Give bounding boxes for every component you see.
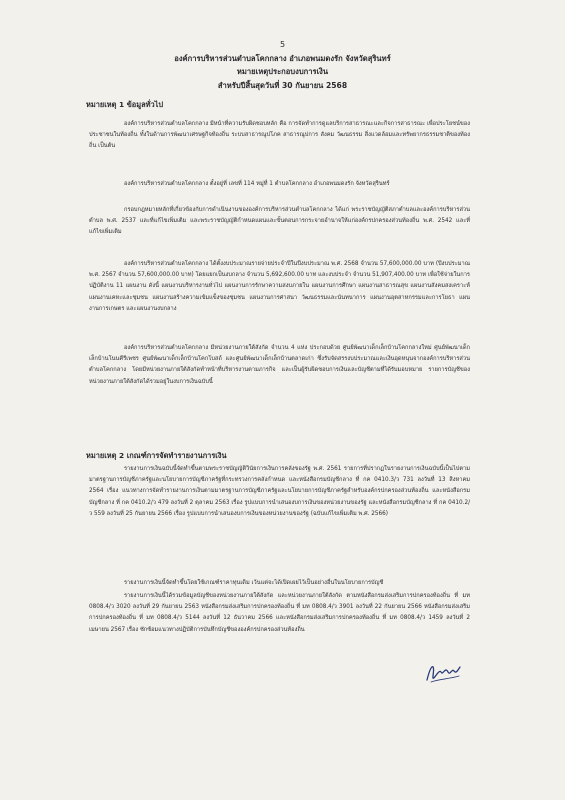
- note1-paragraph-subunits: องค์การบริหารส่วนตำบลโคกกลาง มีหน่วยงานภายใต้สังกัด จำนวน 4 แห่ง ประกอบด้วย ศูนย์พัฒนาเด็กเล็กบ้านโคกกลางใหม่ ศูนย์พัฒนาเด็กเล็กบ้านโนนคีรีเพชร ศูนย์พัฒนาเด็กเล็กบ้านโคกโบสถ์ และศูนย์พัฒนาเด็กเล็กบ้านตลาดเก่า ซึ่งรับจัดสรรงบประมาณและเงินอุดหนุนจากองค์การบริหารส่วนตำบลโคกกลาง โดยมีหน่วยงานภายใต้สังกัดทำหน้าที่บริหารงานตามภารกิจ และเป็นผู้รับผิดชอบการเงินและบัญชีตามที่ได้รับมอบหมาย รายการบัญชีของหน่วยงานภายใต้สังกัดได้รวมอยู่ในงบการเงินฉบับนี้: [89, 345, 470, 385]
- note1-paragraph-duties: องค์การบริหารส่วนตำบลโคกกลาง มีหน้าที่ความรับผิดชอบหลัก คือ การจัดทำการดูแลบริการสาธารณะและกิจการสาธารณะ เพื่อประโยชน์ของประชาชนในท้องถิ่น ทั้งในด้านการพัฒนาเศรษฐกิจท้องถิ่น ระบบสาธารณูปโภค สาธารณูปการ สังคม วัฒนธรรม สิ่งแวดล้อมและทรัพยากรธรรมชาติของท้องถิ่น เป็นต้น: [89, 121, 470, 150]
- note1-heading: หมายเหตุ 1 ข้อมูลทั่วไป: [86, 100, 164, 109]
- note1-paragraph-budget: องค์การบริหารส่วนตำบลโคกกลาง ได้ตั้งงบประมาณรายจ่ายประจำปีในปีงบประมาณ พ.ศ. 2568 จำนวน 57,600,000.00 บาท (ปีงบประมาณ พ.ศ. 2567 จำนวน 57,600,000.00 บาท) โดยแยกเป็นงบกลาง จำนวน 5,692,600.00 บาท และงบประจำ จำนวน 51,907,400.00 บาท เพื่อใช้จ่ายในการปฏิบัติงาน 11 แผนงาน ดังนี้ แผนงานบริหารงานทั่วไป แผนงานการรักษาความสงบภายใน แผนงานการศึกษา แผนงานสาธารณสุข แผนงานสังคมสงเคราะห์ แผนงานเคหะและชุมชน แผนงานสร้างความเข้มแข็งของชุมชน แผนงานการศาสนา วัฒนธรรมและนันทนาการ แผนงานอุตสาหกรรมและการโยธา แผนงานการเกษตร และแผนงานงบกลาง: [89, 261, 470, 312]
- note2-paragraph-historical-cost: รายงานการเงินนี้จัดทำขึ้นโดยใช้เกณฑ์ราคาทุนเดิม เว้นแต่จะได้เปิดเผยไว้เป็นอย่างอื่นในนโยบายการบัญชี: [124, 580, 384, 586]
- note2-heading: หมายเหตุ 2 เกณฑ์การจัดทำรายงานการเงิน: [86, 451, 227, 460]
- header-organization: องค์การบริหารส่วนตำบลโคกกลาง อำเภอพนมดงรัก จังหวัดสุรินทร์: [174, 54, 391, 63]
- page-number: 5: [279, 40, 286, 49]
- note2-paragraph-basis: รายงานการเงินฉบับนี้จัดทำขึ้นตามพระราชบัญญัติวินัยการเงินการคลังของรัฐ พ.ศ. 2561 รายการที่ปรากฏในรายงานการเงินฉบับนี้เป็นไปตามมาตรฐานการบัญชีภาครัฐและนโยบายการบัญชีภาครัฐที่กระทรวงการคลังกำหนด และหนังสือกรมบัญชีกลาง ที่ กค 0410.3/ว 731 ลงวันที่ 13 สิงหาคม 2564 เรื่อง แนวทางการจัดทำรายงานการเงินตามมาตรฐานการบัญชีภาครัฐและนโยบายการบัญชีภาครัฐสำหรับองค์กรปกครองส่วนท้องถิ่น และหนังสือกรมบัญชีกลาง ที่ กค 0410.2/ว 479 ลงวันที่ 2 ตุลาคม 2563 เรื่อง รูปแบบการนำเสนองบการเงินของหน่วยงานของรัฐ และหนังสือกรมบัญชีกลาง ที่ กค 0410.2/ว 559 ลงวันที่ 25 กันยายน 2566 เรื่อง รูปแบบการนำเสนองบการเงินของหน่วยงานของรัฐ (ฉบับแก้ไขเพิ่มเติม พ.ศ. 2566): [89, 466, 470, 517]
- header-period: สำหรับปีสิ้นสุดวันที่ 30 กันยายน 2568: [217, 81, 348, 90]
- header-notes-title: หมายเหตุประกอบงบการเงิน: [236, 67, 329, 76]
- note1-paragraph-legal-framework: กรอบกฎหมายหลักที่เกี่ยวข้องกับการดำเนินงานขององค์การบริหารส่วนตำบลโคกกลาง ได้แก่ พระราชบัญญัติสภาตำบลและองค์การบริหารส่วนตำบล พ.ศ. 2537 และที่แก้ไขเพิ่มเติม และพระราชบัญญัติกำหนดแผนและขั้นตอนการกระจายอำนาจให้แก่องค์กรปกครองส่วนท้องถิ่น พ.ศ. 2542 และที่แก้ไขเพิ่มเติม: [89, 207, 470, 236]
- note1-paragraph-location: องค์การบริหารส่วนตำบลโคกกลาง ตั้งอยู่ที่ เลขที่ 114 หมู่ที่ 1 ตำบลโคกกลาง อำเภอพนมดงรัก จังหวัดสุรินทร์: [124, 181, 390, 187]
- note2-paragraph-consolidation: รายงานการเงินนี้ได้รวมข้อมูลบัญชีของหน่วยงานภายใต้สังกัด และหน่วยงานภายใต้สังกัด ตามหนังสือกรมส่งเสริมการปกครองท้องถิ่น ที่ มท 0808.4/ว 3020 ลงวันที่ 29 กันยายน 2563 หนังสือกรมส่งเสริมการปกครองท้องถิ่น ที่ มท 0808.4/ว 3901 ลงวันที่ 22 กันยายน 2566 หนังสือกรมส่งเสริมการปกครองท้องถิ่น ที่ มท 0808.4/ว 5144 ลงวันที่ 12 ธันวาคม 2566 และหนังสือกรมส่งเสริมการปกครองท้องถิ่น ที่ มท 0808.4/ว 1459 ลงวันที่ 2 เมษายน 2567 เรื่อง ซักซ้อมแนวทางปฏิบัติการบันทึกบัญชีขององค์กรปกครองส่วนท้องถิ่น: [89, 593, 470, 633]
- handwritten-signature: [423, 658, 463, 688]
